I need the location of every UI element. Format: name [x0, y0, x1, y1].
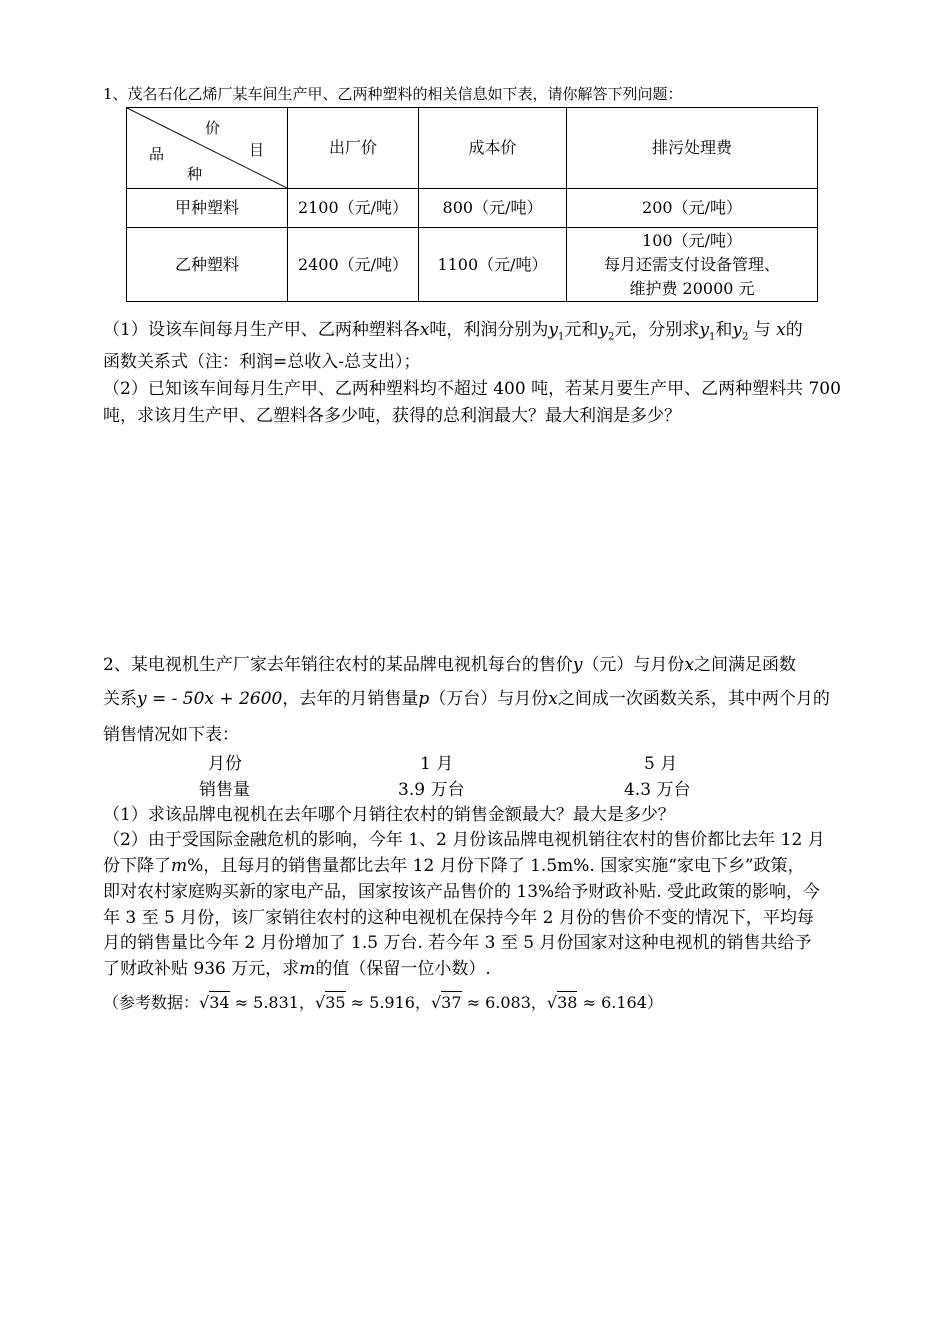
- cell-yi-fee: [567, 228, 818, 302]
- q2-sub2-line4: 年 3 至 5 月份，该厂家销往农村的这种电视机在保持今年 2 月份的售价不变的情况下，平均每: [103, 908, 814, 928]
- header-factory-price: 出厂价: [288, 108, 419, 189]
- fee-line-1: 100（元/吨）: [642, 230, 742, 250]
- q2-sub2-line3: 即对农村家庭购买新的家电产品，国家按该产品售价的 13%给予财政补贴. 受此政策的影响，今: [103, 882, 820, 902]
- reference-data: （参考数据：√34 ≈ 5.831，√35 ≈ 5.916，√37 ≈ 6.083，√38 ≈ 6.164）: [103, 993, 663, 1012]
- q1-part2-line2: 吨，求该月生产甲、乙塑料各多少吨，获得的总利润最大？最大利润是多少？: [103, 406, 681, 426]
- header-cost-price: 成本价: [419, 108, 567, 189]
- row-name-yi: 乙种塑料: [127, 228, 288, 302]
- sqrt-38: √38 ≈ 6.164: [546, 993, 647, 1012]
- corner-label-top: 价: [205, 119, 221, 137]
- q1-part1-line2: 函数关系式（注：利润=总收入-总支出）；: [103, 352, 421, 372]
- row-name-jia: 甲种塑料: [127, 189, 288, 228]
- q2-sub2-line6: 了财政补贴 936 万元，求m的值（保留一位小数）.: [103, 959, 491, 979]
- header-pollution-fee: 排污处理费: [567, 108, 818, 189]
- q2-sub2-line1: （2）由于受国际金融危机的影响，今年 1、2 月份该品牌电视机销往农村的售价都比去年 12 月: [103, 830, 825, 850]
- mini-table-label-month: 月份: [208, 754, 242, 774]
- plastics-info-table: [126, 107, 818, 302]
- cell-yi-factory: 2400（元/吨）: [288, 228, 419, 302]
- q2-sub2-line5: 月的销售量比今年 2 月份增加了 1.5 万台. 若今年 3 至 5 月份国家对这种电视机的销售共给予: [103, 933, 812, 953]
- mini-table-month-5: 5 月: [644, 754, 678, 774]
- table-corner-cell: [127, 108, 288, 189]
- mini-table-label-sales: 销售量: [199, 780, 250, 800]
- q2-sub1: （1）求该品牌电视机在去年哪个月销往农村的销售金额最大？最大是多少？: [103, 805, 675, 825]
- q2-line3: 销售情况如下表：: [103, 725, 239, 745]
- q2-line2: 关系y = - 50x + 2600，去年的月销售量p（万台）与月份x之间成一次函数关系，其中两个月的: [103, 689, 830, 709]
- corner-label-left: 品: [149, 145, 165, 163]
- q1-intro: 1、茂名石化乙烯厂某车间生产甲、乙两种塑料的相关信息如下表，请你解答下列问题：: [103, 85, 683, 103]
- fee-line-2: 每月还需支付设备管理、: [603, 254, 780, 274]
- mini-table-sales-1: 3.9 万台: [398, 780, 465, 800]
- mini-table-sales-5: 4.3 万台: [624, 780, 691, 800]
- q2-line1: 2、某电视机生产厂家去年销往农村的某品牌电视机每台的售价y（元）与月份x之间满足函数: [103, 655, 797, 675]
- q1-part2-line1: （2）已知该车间每月生产甲、乙两种塑料均不超过 400 吨，若某月要生产甲、乙两种塑料共 700: [103, 379, 841, 399]
- sqrt-37: √37 ≈ 6.083: [430, 993, 531, 1012]
- corner-label-bottom: 种: [187, 165, 203, 183]
- sqrt-34: √34 ≈ 5.831: [199, 993, 299, 1012]
- q1-part1-line1: （1）设该车间每月生产甲、乙两种塑料各x吨，利润分别为$y_1$元和$y_2$元，分别求$y_1$和$y_2$ 与 x的: [103, 320, 803, 343]
- sqrt-35: √35 ≈ 5.916: [314, 993, 415, 1012]
- mini-table-month-1: 1 月: [420, 754, 454, 774]
- cell-jia-factory: 2100（元/吨）: [288, 189, 419, 228]
- q2-sub2-line2: 份下降了m%，且每月的销售量都比去年 12 月份下降了 1.5m%. 国家实施“家电下乡”政策，: [103, 856, 805, 876]
- cell-jia-cost: 800（元/吨）: [419, 189, 567, 228]
- cell-jia-fee: 200（元/吨）: [567, 189, 818, 228]
- cell-yi-cost: 1100（元/吨）: [419, 228, 567, 302]
- fee-line-3: 维护费 20000 元: [629, 278, 755, 298]
- corner-label-right: 目: [249, 141, 265, 159]
